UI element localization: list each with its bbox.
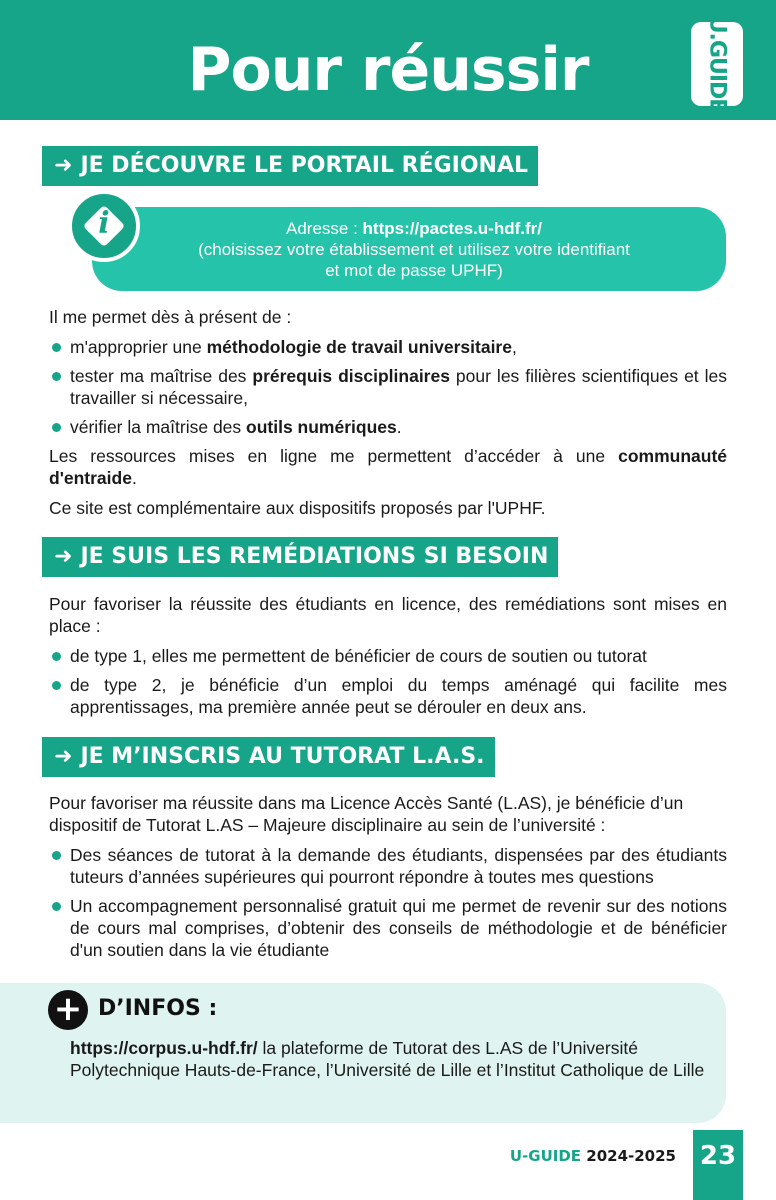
section3-intro: Pour favoriser ma réussite dans ma Licence Accès Santé (L.AS), je bénéficie d’un dispositif de Tutorat L.AS – Majeure disciplinaire au sein de l’université : xyxy=(49,793,684,835)
list-item: de type 2, je bénéficie d’un emploi du temps aménagé qui facilite mes apprentissages, ma première année peut se dérouler en deux ans. xyxy=(49,674,727,718)
page-title: Pour réussir xyxy=(187,35,589,105)
more-info-title: D’INFOS : xyxy=(98,996,218,1021)
list-item: tester ma maîtrise des prérequis disciplinaires pour les filières scientifiques et les travailler si nécessaire, xyxy=(49,365,727,409)
section-title-remediations: ➜ JE SUIS LES REMÉDIATIONS SI BESOIN xyxy=(42,537,558,577)
section1-paragraph: Les ressources mises en ligne me permettent d’accéder à une communauté d'entraide. xyxy=(49,446,727,488)
more-info-text: https://corpus.u-hdf.fr/ la plateforme de Tutorat des L.AS de l’Université Polytechnique Hauts-de-France, l’Université de Lille et l’Institut Catholique de Lille xyxy=(70,1038,705,1080)
arrow-right-icon: ➜ xyxy=(54,744,73,769)
section-title-tutorat: ➜ JE M’INSCRIS AU TUTORAT L.A.S. xyxy=(42,737,495,777)
corpus-link[interactable]: https://corpus.u-hdf.fr/ xyxy=(70,1038,258,1058)
portal-link[interactable]: https://pactes.u-hdf.fr/ xyxy=(362,219,542,238)
uguide-badge-label: U.GUIDE xyxy=(704,15,730,113)
uguide-badge xyxy=(691,15,743,113)
bullet-dot-icon xyxy=(52,851,61,860)
section2-intro: Pour favoriser la réussite des étudiants en licence, des remédiations sont mises en place : xyxy=(49,594,727,636)
section1-note: Ce site est complémentaire aux dispositifs proposés par l'UPHF. xyxy=(49,498,546,518)
bullet-dot-icon xyxy=(52,652,61,661)
section-title-portail: ➜ JE DÉCOUVRE LE PORTAIL RÉGIONAL xyxy=(42,146,538,186)
section1-intro: Il me permet dès à présent de : xyxy=(49,307,292,327)
page-header xyxy=(0,0,776,120)
plus-icon: + xyxy=(48,990,88,1030)
list-item: vérifier la maîtrise des outils numériques. xyxy=(49,416,727,438)
bullet-dot-icon xyxy=(52,902,61,911)
list-item: Des séances de tutorat à la demande des étudiants, dispensées par des étudiants tuteurs d’années supérieures qui pourront répondre à toutes mes questions xyxy=(49,844,727,888)
bullet-dot-icon xyxy=(52,423,61,432)
bullet-dot-icon xyxy=(52,681,61,690)
info-icon: i xyxy=(68,190,140,262)
arrow-right-icon: ➜ xyxy=(54,153,73,178)
list-item: de type 1, elles me permettent de bénéficier de cours de soutien ou tutorat xyxy=(49,645,727,667)
page-number: 23 xyxy=(693,1130,743,1200)
arrow-right-icon: ➜ xyxy=(54,544,73,569)
bullet-dot-icon xyxy=(52,372,61,381)
footer-label: U-GUIDE 2024-2025 xyxy=(509,1147,676,1165)
bullet-dot-icon xyxy=(52,343,61,352)
portal-info-box: Adresse : https://pactes.u-hdf.fr/ (choisissez votre établissement et utilisez votre identifiant et mot de passe UPHF) xyxy=(92,207,726,291)
list-item: Un accompagnement personnalisé gratuit qui me permet de revenir sur des notions de cours mal comprises, d’obtenir des conseils de méthodologie et de bénéficier d'un soutien dans la vie étudiante xyxy=(49,895,727,961)
list-item: m'approprier une méthodologie de travail universitaire, xyxy=(49,336,727,358)
